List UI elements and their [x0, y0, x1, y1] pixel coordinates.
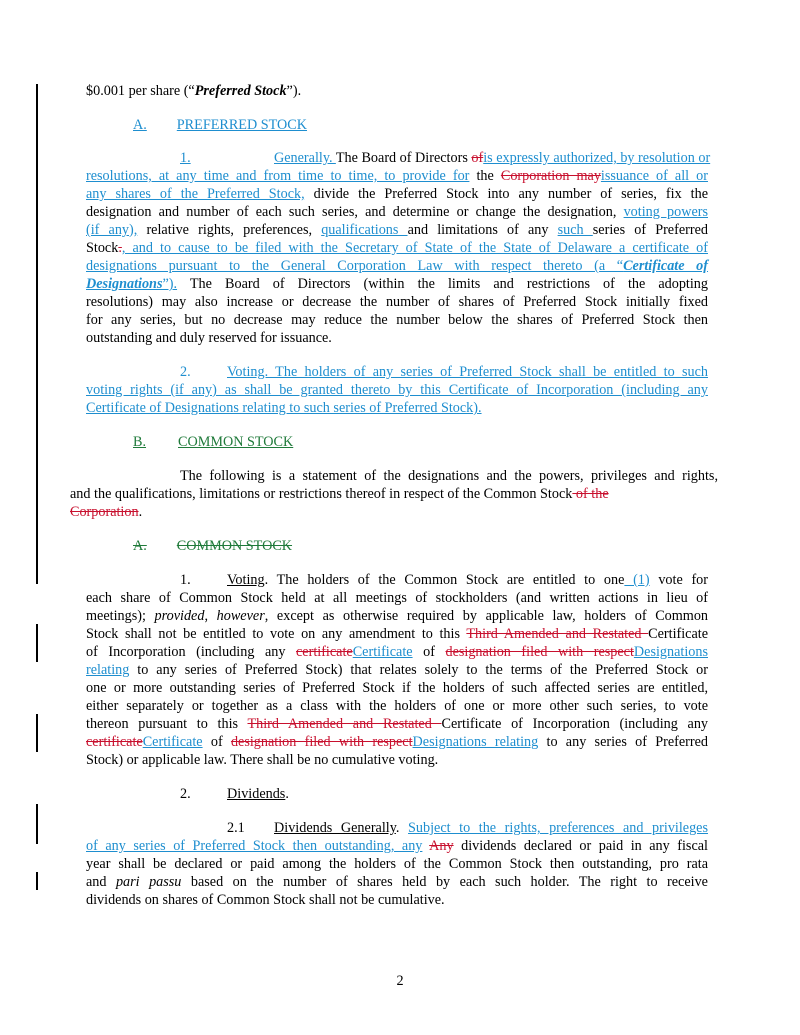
paragraph-line: one or more outstanding series of Preferred Stock if the holders of such affected series are entitled,	[86, 680, 708, 696]
paragraph-line: voting rights (if any) as shall be granted thereto by this Certificate of Incorporation (including any	[86, 382, 708, 398]
page-number: 2	[396, 973, 404, 989]
section-a-heading: A. PREFERRED STOCK	[133, 117, 308, 133]
change-bar	[36, 714, 38, 752]
paragraph-line: certificateCertificate of designation filed with respectDesignations relating to any series of Preferred	[86, 734, 708, 750]
paragraph-line: resolutions, at any time and from time to time, to provide for the Corporation mayissuance of all or	[86, 168, 708, 184]
deleted-heading: A. COMMON STOCK	[133, 538, 293, 554]
paragraph-line: of Incorporation (including any certificateCertificate of designation filed with respectDesignations	[86, 644, 708, 660]
paragraph-line: relating to any series of Preferred Stock) that relates solely to the terms of the Preferred Stock or	[86, 662, 708, 678]
paragraph-line: Corporation.	[70, 504, 143, 520]
paragraph-line: of any series of Preferred Stock then outstanding, any Any dividends declared or paid in any fiscal	[86, 838, 708, 854]
paragraph-line: 1. Voting. The holders of the Common Stock are entitled to one (1) vote for	[180, 572, 708, 588]
paragraph-line: 1. Generally. The Board of Directors ofis expressly authorized, by resolution or	[180, 150, 711, 166]
paragraph-line: outstanding and duly reserved for issuance.	[86, 330, 332, 346]
paragraph-line: either separately or together as a class with the holders of one or more other such series, to vote	[86, 698, 708, 714]
paragraph-line: meetings); provided, however, except as otherwise required by applicable law, holders of Common	[86, 608, 709, 624]
paragraph-line: 2.1 Dividends Generally. Subject to the rights, preferences and privileges	[227, 820, 709, 836]
paragraph-line: Designations”). The Board of Directors (within the limits and restrictions of the adopting	[86, 276, 708, 292]
paragraph-line: designation and number of each such series, and determine or change the designation, voting powers	[86, 204, 708, 220]
paragraph-line: The following is a statement of the designations and the powers, privileges and rights,	[180, 468, 718, 484]
defined-term: Preferred Stock	[194, 83, 287, 99]
paragraph-line: thereon pursuant to this Third Amended and Restated Certificate of Incorporation (including any	[86, 716, 709, 732]
change-bar	[36, 84, 38, 584]
intro-line: $0.001 per share (“Preferred Stock”).	[86, 83, 302, 99]
change-bar	[36, 872, 38, 890]
paragraph-line: Stock shall not be entitled to vote on any amendment to this Third Amended and Restated Certificate	[86, 626, 709, 642]
paragraph-line: designations pursuant to the General Corporation Law with respect thereto (a “Certificate of	[86, 258, 709, 274]
paragraph-line: Certificate of Designations relating to such series of Preferred Stock).	[86, 400, 482, 416]
paragraph-line: dividends on shares of Common Stock shall not be cumulative.	[86, 892, 445, 908]
paragraph-line: Stock., and to cause to be filed with the Secretary of State of the State of Delaware a certificate of	[86, 240, 708, 256]
change-bar	[36, 804, 38, 844]
paragraph-line: each share of Common Stock held at all meetings of stockholders (and written actions in lieu of	[86, 590, 708, 606]
paragraph-line: (if any), relative rights, preferences, qualifications and limitations of any such series of Preferred	[86, 222, 708, 238]
dividends-heading: 2. Dividends.	[180, 786, 289, 802]
paragraph-line: Stock) or applicable law. There shall be no cumulative voting.	[86, 752, 439, 768]
paragraph-line: for any series, but no decrease may reduce the number below the shares of Preferred Stock then	[86, 312, 708, 328]
paragraph-line: any shares of the Preferred Stock, divide the Preferred Stock into any number of series, fix the	[86, 186, 708, 202]
section-b-heading: B. COMMON STOCK	[133, 434, 294, 450]
paragraph-line: year shall be declared or paid among the holders of the Common Stock then outstanding, pro rata	[86, 856, 708, 872]
paragraph-line: resolutions) may also increase or decrease the number of shares of Preferred Stock initially fixed	[86, 294, 708, 310]
paragraph-line: and the qualifications, limitations or restrictions thereof in respect of the Common Stock of the	[70, 486, 609, 502]
paragraph-line: 2. Voting. The holders of any series of Preferred Stock shall be entitled to such	[180, 364, 708, 380]
change-bar	[36, 624, 38, 662]
paragraph-line: and pari passu based on the number of shares held by each such holder. The right to receive	[86, 874, 708, 890]
